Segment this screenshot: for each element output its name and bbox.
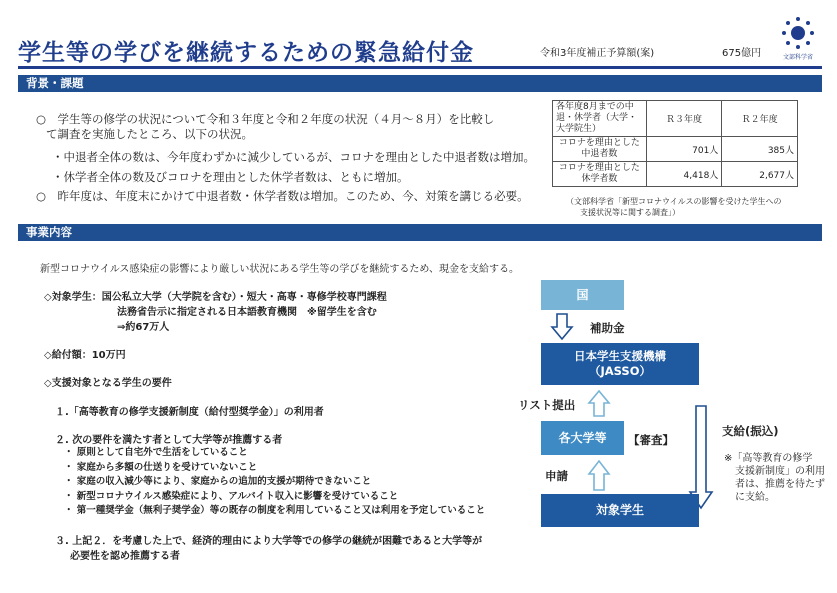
arrow-down-icon [550, 312, 574, 342]
row-label-line2: 休学者数 [581, 174, 618, 184]
note-line4: に支給。 [735, 492, 775, 503]
requirements-title: ◇支援対象となる学生の要件 [44, 378, 172, 389]
table-header-row [553, 101, 798, 137]
requirement-2: ２. 次の要件を満たす者として大学等が推薦する者 [55, 435, 283, 446]
background-bullet2: ・休学者全体の数及びコロナを理由とした休学者数は、ともに増加。 [52, 170, 409, 184]
row-label [553, 162, 647, 187]
table-row [553, 162, 798, 187]
corner-line3: 大学院生） [556, 124, 602, 134]
col-r3-header: Ｒ３年度 [646, 101, 722, 137]
requirement-1: １.「高等教育の修学支援新制度（給付型奨学金）」の利用者 [55, 407, 324, 418]
table-corner-cell [553, 101, 647, 137]
list-item: ・ 原則として自宅外で生活をしていること [64, 447, 248, 458]
list-item: ・ 家庭の収入減少等により、家庭からの追加的支援が期待できないこと [64, 476, 372, 487]
row-label-line1: コロナを理由とした [558, 138, 640, 148]
row-label-line1: コロナを理由とした [558, 163, 640, 173]
row-r2-value: 2,677人 [722, 162, 798, 187]
table-source-line1: （文部科学省「新型コロナウイルスの影響を受けた学生への [566, 197, 782, 206]
payment-amount: ◇給付額：10万円 [44, 350, 126, 361]
background-para2: ○ 昨年度は、年度末にかけて中退者数・休学者数は増加。このため、今、対策を講じる必要。 [36, 189, 529, 203]
stats-table [552, 100, 798, 187]
title-underline [18, 66, 822, 69]
list-item: ・ 第一種奨学金（無利子奨学金）等の既存の制度を利用していること又は利用を予定していること [64, 505, 486, 516]
corner-line1: 各年度8月までの中 [556, 102, 634, 112]
requirement-2-list [64, 446, 485, 519]
section-background-header: 背景・課題 [18, 75, 822, 92]
col-r2-header: Ｒ２年度 [722, 101, 798, 137]
budget-label: 令和3年度補正予算額(案) [540, 48, 655, 59]
logo-text: 文部科学省 [782, 54, 813, 61]
country-box: 国 [541, 280, 624, 310]
target-students-count: ⇒約67万人 [117, 322, 170, 333]
requirement-3-line2: 必要性を認め推薦する者 [70, 551, 180, 562]
review-label: 【審査】 [628, 433, 674, 447]
budget-amount: 675億円 [722, 48, 762, 59]
business-intro: 新型コロナウイルス感染症の影響により厳しい状況にある学生等の学びを継続するため、現金を支給する。 [40, 264, 519, 275]
jasso-name: 日本学生支援機構 [574, 349, 666, 363]
row-r2-value: 385人 [722, 137, 798, 162]
note-line2: 支援新制度」の利用 [735, 466, 825, 477]
background-bullet1: ・中退者全体の数は、今年度わずかに減少しているが、コロナを理由とした中退者数は増加。 [52, 150, 535, 164]
jasso-abbrev: （JASSO） [588, 364, 651, 378]
apply-label: 申請 [545, 469, 568, 483]
row-r3-value: 701人 [646, 137, 722, 162]
background-para1-line2: て調査を実施したところ、以下の状況。 [46, 127, 253, 141]
student-box: 対象学生 [541, 494, 699, 527]
note-line1: ※「高等教育の修学 [724, 453, 813, 464]
page-title: 学生等の学びを継続するための緊急給付金 [18, 40, 474, 66]
corner-line2: 退・休学者（大学・ [556, 113, 638, 123]
table-source-line2: 支援状況等に関する調査」） [580, 208, 680, 217]
payment-label: 支給(振込) [722, 424, 779, 438]
jasso-box [541, 343, 699, 385]
table-row [553, 137, 798, 162]
row-label-line2: 中退者数 [581, 149, 618, 159]
subsidy-label: 補助金 [590, 321, 625, 335]
arrow-up-icon [587, 458, 611, 492]
list-item: ・ 新型コロナウイルス感染症により、アルバイト収入に影響を受けていること [64, 490, 399, 502]
row-r3-value: 4,418人 [646, 162, 722, 187]
section-business-header: 事業内容 [18, 224, 822, 241]
list-submit-label: リスト提出 [518, 398, 576, 412]
note-line3: 者は、推薦を待たず [735, 479, 825, 490]
requirement-3-line1: ３. 上記２．を考慮した上で、経済的理由により大学等での修学の継続が困難であると大学等が [55, 536, 483, 547]
target-students-line1: ◇対象学生：国公私立大学（大学院を含む）・短大・高専・専修学校専門課程 [44, 292, 387, 303]
target-students-line2: 法務省告示に指定される日本語教育機関 ※留学生を含む [117, 307, 377, 318]
row-label [553, 137, 647, 162]
arrow-up-icon [587, 388, 611, 418]
flow-note [724, 452, 825, 504]
list-item: ・ 家庭から多額の仕送りを受けていないこと [64, 461, 258, 473]
background-para1-line1: ○ 学生等の修学の状況について令和３年度と令和２年度の状況（４月～８月）を比較し [36, 112, 495, 126]
university-box: 各大学等 [541, 421, 624, 455]
